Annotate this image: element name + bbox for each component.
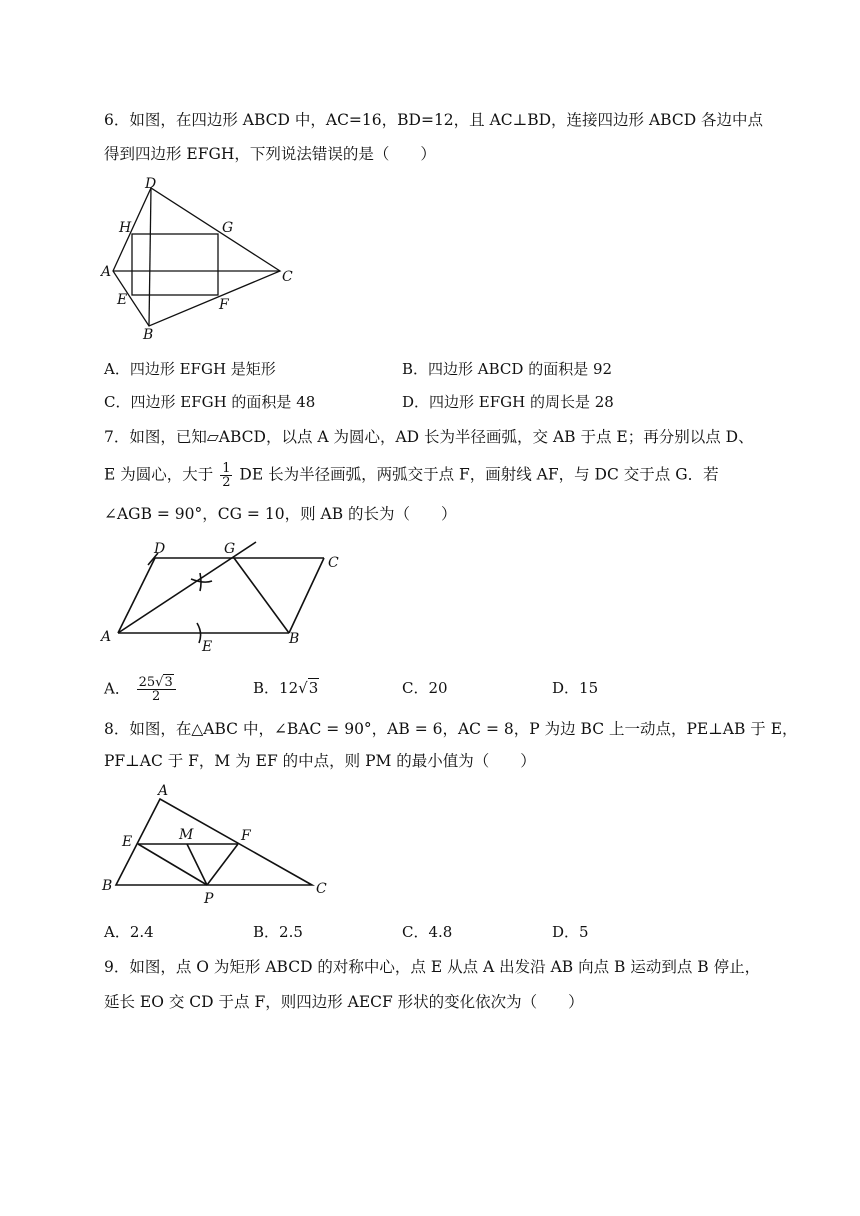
q8-option-a[interactable]: A．2.4 [104,923,154,941]
option-b-coef: 12 [279,679,299,697]
triangle-abc [116,799,312,885]
label-d: D [154,541,166,557]
quad-abcd [113,188,280,326]
q7-option-d[interactable]: D．15 [552,679,599,697]
q7-option-b[interactable]: B．12√3 [253,679,319,697]
option-a-num-radicand: 3 [164,675,173,690]
q6-figure [100,172,300,342]
q7-stem-line3: ∠AGB = 90°，CG = 10，则 AB 的长为（ ） [104,505,457,523]
label-h: H [119,220,132,236]
segment-fp [207,844,238,885]
diagonal-bd [149,188,151,326]
label-c: C [316,881,327,897]
q6-stem-line2: 得到四边形 EFGH，下列说法错误的是（ ） [104,145,436,163]
label-a: A [101,629,112,645]
label-m: M [179,827,194,843]
label-c: C [282,269,293,285]
label-g: G [222,220,234,236]
q7-figure [96,535,356,660]
fraction-one-half [220,462,232,489]
label-b: B [289,631,300,647]
quad-efgh [132,234,218,295]
q8-option-b[interactable]: B．2.5 [253,923,303,941]
fraction-denominator: 2 [222,475,231,490]
label-p: P [204,891,214,905]
q6-stem-line1: 6．如图，在四边形 ABCD 中，AC=16，BD=12，且 AC⊥BD，连接四边形 ABCD 各边中点 [104,111,764,129]
q7-line2-post: DE 长为半径画弧，两弧交于点 F，画射线 AF，与 DC 交于点 G．若 [239,465,719,484]
label-b: B [143,327,154,342]
ray-af [118,542,256,633]
q9-stem-line2: 延长 EO 交 CD 于点 F，则四边形 AECF 形状的变化依次为（ ） [104,993,584,1011]
q8-stem-line1: 8．如图，在△ABC 中，∠BAC = 90°，AB = 6，AC = 8，P 为边 BC 上一动点，PE⊥AB 于 E， [104,720,798,738]
label-e: E [117,292,128,308]
option-a-num-coef: 25 [138,675,156,690]
label-b: B [102,878,113,894]
option-a-denominator: 2 [152,689,161,704]
option-a-fraction: $\frac{25√3}{2}$ [137,676,176,703]
q6-option-a[interactable]: A．四边形 EFGH 是矩形 [104,360,276,378]
side-cb [289,558,324,633]
q6-option-c[interactable]: C．四边形 EFGH 的面积是 48 [104,393,316,411]
label-d: D [145,176,157,192]
option-b-radicand: 3 [308,679,319,697]
label-f: F [219,297,229,313]
q7-line2-pre: E 为圆心，大于 [104,465,214,484]
label-c: C [328,555,339,571]
label-a: A [158,783,169,799]
label-g: G [224,541,236,557]
q7-option-c[interactable]: C．20 [402,679,448,697]
q6-option-d[interactable]: D．四边形 EFGH 的周长是 28 [402,393,614,411]
label-e: E [122,834,133,850]
q8-figure [98,780,338,905]
q7-option-b-prefix: B． [253,679,280,697]
segment-gb [234,558,289,633]
q8-stem-line2: PF⊥AC 于 F，M 为 EF 的中点，则 PM 的最小值为（ ） [104,752,536,770]
label-e: E [202,639,213,655]
fraction-numerator: 1 [222,461,231,476]
label-a: A [101,264,112,280]
q7-option-a-prefix: A． [104,679,130,698]
q7-stem-line1: 7．如图，已知▱ABCD，以点 A 为圆心，AD 长为半径画弧，交 AB 于点 E；再分别以点 D、 [104,428,754,446]
q6-option-b[interactable]: B．四边形 ABCD 的面积是 92 [402,360,613,378]
q8-option-d[interactable]: D．5 [552,923,589,941]
q8-option-c[interactable]: C．4.8 [402,923,453,941]
q7-option-a[interactable] [104,676,178,703]
label-f: F [241,828,251,844]
q7-stem-line2 [104,462,719,489]
q9-stem-line1: 9．如图，点 O 为矩形 ABCD 的对称中心，点 E 从点 A 出发沿 AB 向点 B 运动到点 B 停止， [104,958,761,976]
